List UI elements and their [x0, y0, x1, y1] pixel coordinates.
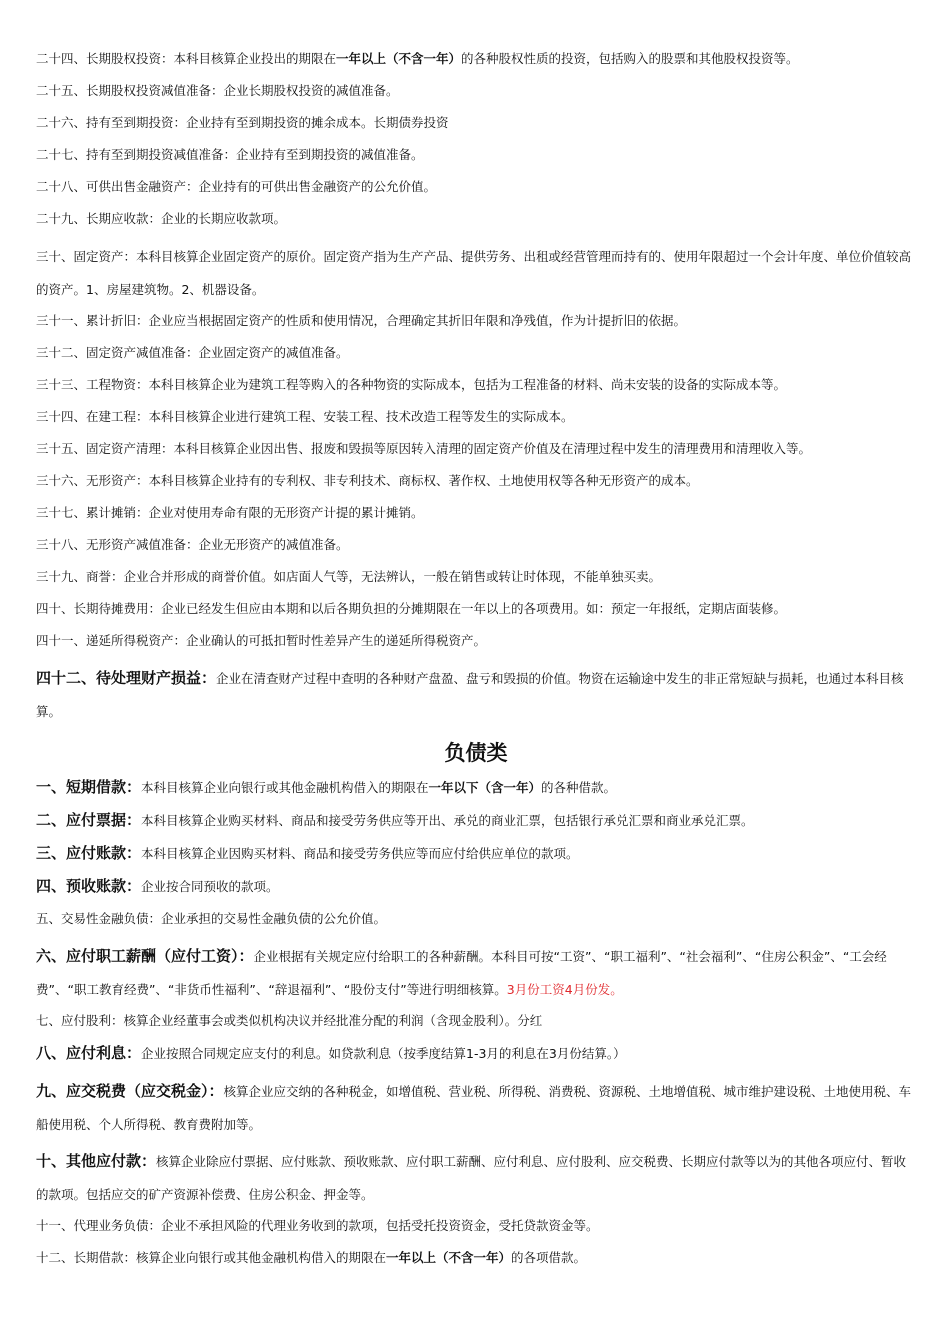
entry-goodwill: 三十九、商誉：企业合并形成的商誉价值。如店面人气等，无法辨认，一般在销售或转让时体现，不能单独买卖。 — [36, 569, 662, 584]
entry-equity-investment-impairment: 二十五、长期股权投资减值准备：企业长期股权投资的减值准备。 — [36, 83, 399, 98]
entry-long-term-receivables: 二十九、长期应收款：企业的长期应收款项。 — [36, 211, 287, 226]
entry-other-payables: 十、其他应付款：核算企业除应付票据、应付账款、预收账款、应付职工薪酬、应付利息、应付股利、应交税费、长期应付款等以为的其他各项应付、暂收的款项。包括应交的矿产资源补偿费、住房公积金、押金等。 — [36, 1152, 907, 1202]
entry-agency-liabilities: 十一、代理业务负债：企业不承担风险的代理业务收到的款项，包括受托投资资金，受托贷款资金等。 — [36, 1218, 599, 1233]
entry-deferred-tax-assets: 四十一、递延所得税资产：企业确认的可抵扣暂时性差异产生的递延所得税资产。 — [36, 633, 487, 648]
entry-held-to-maturity: 二十六、持有至到期投资：企业持有至到期投资的摊余成本。长期债券投资 — [36, 115, 449, 130]
entry-fixed-assets: 三十、固定资产：本科目核算企业固定资产的原价。固定资产指为生产产品、提供劳务、出租或经营管理而持有的、使用年限超过一个会计年度、单位价值较高的资产。1、房屋建筑物。2、机器设备。 — [36, 249, 912, 297]
entry-long-term-loans: 十二、长期借款：核算企业向银行或其他金融机构借入的期限在一年以上（不含一年）的各项借款。 — [36, 1250, 587, 1265]
entry-fixed-asset-disposal: 三十五、固定资产清理：本科目核算企业因出售、报废和毁损等原因转入清理的固定资产价值及在清理过程中发生的清理费用和清理收入等。 — [36, 441, 812, 456]
entry-held-to-maturity-impairment: 二十七、持有至到期投资减值准备：企业持有至到期投资的减值准备。 — [36, 147, 424, 162]
entry-pending-property-loss: 四十二、待处理财产损益：企业在清查财产过程中查明的各种财产盘盈、盘亏和毁损的价值。物资在运输途中发生的非正常短缺与损耗，也通过本科目核算。 — [36, 669, 904, 719]
entry-interest-payable: 八、应付利息：企业按照合同规定应支付的利息。如贷款利息（按季度结算1-3月的利息在3月份结算。） — [36, 1044, 626, 1062]
entry-construction-in-progress: 三十四、在建工程：本科目核算企业进行建筑工程、安装工程、技术改造工程等发生的实际成本。 — [36, 409, 574, 424]
entry-accumulated-amortization: 三十七、累计摊销：企业对使用寿命有限的无形资产计提的累计摊销。 — [36, 505, 424, 520]
entry-accumulated-depreciation: 三十一、累计折旧：企业应当根据固定资产的性质和使用情况，合理确定其折旧年限和净残值，作为计提折旧的依据。 — [36, 313, 687, 328]
entry-advance-receipts: 四、预收账款：企业按合同预收的款项。 — [36, 877, 279, 895]
entry-notes-payable: 二、应付票据：本科目核算企业购买材料、商品和接受劳务供应等开出、承兑的商业汇票，包括银行承兑汇票和商业承兑汇票。 — [36, 811, 754, 829]
entry-intangible-impairment: 三十八、无形资产减值准备：企业无形资产的减值准备。 — [36, 537, 349, 552]
entry-employee-compensation: 六、应付职工薪酬（应付工资）：企业根据有关规定应付给职工的各种薪酬。本科目可按“工资”、“职工福利”、“社会福利”、“住房公积金”、“工会经费”、“职工教育经费”、“非货币性福利”、“辞退福利”、“股份支付”等进行明细核算。3月份工资4月份发。 — [36, 947, 887, 997]
entry-accounts-payable: 三、应付账款：本科目核算企业因购买材料、商品和接受劳务供应等而应付给供应单位的款项。 — [36, 844, 579, 862]
entry-trading-financial-liabilities: 五、交易性金融负债：企业承担的交易性金融负债的公允价值。 — [36, 911, 387, 926]
entry-long-term-prepaid: 四十、长期待摊费用：企业已经发生但应由本期和以后各期负担的分摊期限在一年以上的各项费用。如：预定一年报纸，定期店面装修。 — [36, 601, 787, 616]
entry-engineering-materials: 三十三、工程物资：本科目核算企业为建筑工程等购入的各种物资的实际成本，包括为工程准备的材料、尚未安装的设备的实际成本等。 — [36, 377, 787, 392]
entry-available-for-sale: 二十八、可供出售金融资产：企业持有的可供出售金融资产的公允价值。 — [36, 179, 437, 194]
entry-short-term-loans: 一、短期借款：本科目核算企业向银行或其他金融机构借入的期限在一年以下（含一年）的各种借款。 — [36, 778, 617, 796]
document-page — [36, 48, 916, 1279]
entry-long-term-equity-investment: 二十四、长期股权投资：本科目核算企业投出的期限在一年以上（不含一年）的各种股权性质的投资，包括购入的股票和其他股权投资等。 — [36, 51, 799, 66]
entry-fixed-asset-impairment: 三十二、固定资产减值准备：企业固定资产的减值准备。 — [36, 345, 349, 360]
section-title-liabilities: 负债类 — [444, 741, 508, 765]
entry-dividends-payable: 七、应付股利：核算企业经董事会或类似机构决议并经批准分配的利润（含现金股利）。分红 — [36, 1013, 543, 1028]
entry-taxes-payable: 九、应交税费（应交税金）：核算企业应交纳的各种税金，如增值税、营业税、所得税、消费税、资源税、土地增值税、城市维护建设税、土地使用税、车船使用税、个人所得税、教育费附加等。 — [36, 1082, 912, 1132]
entry-intangible-assets: 三十六、无形资产：本科目核算企业持有的专利权、非专利技术、商标权、著作权、土地使用权等各种无形资产的成本。 — [36, 473, 699, 488]
